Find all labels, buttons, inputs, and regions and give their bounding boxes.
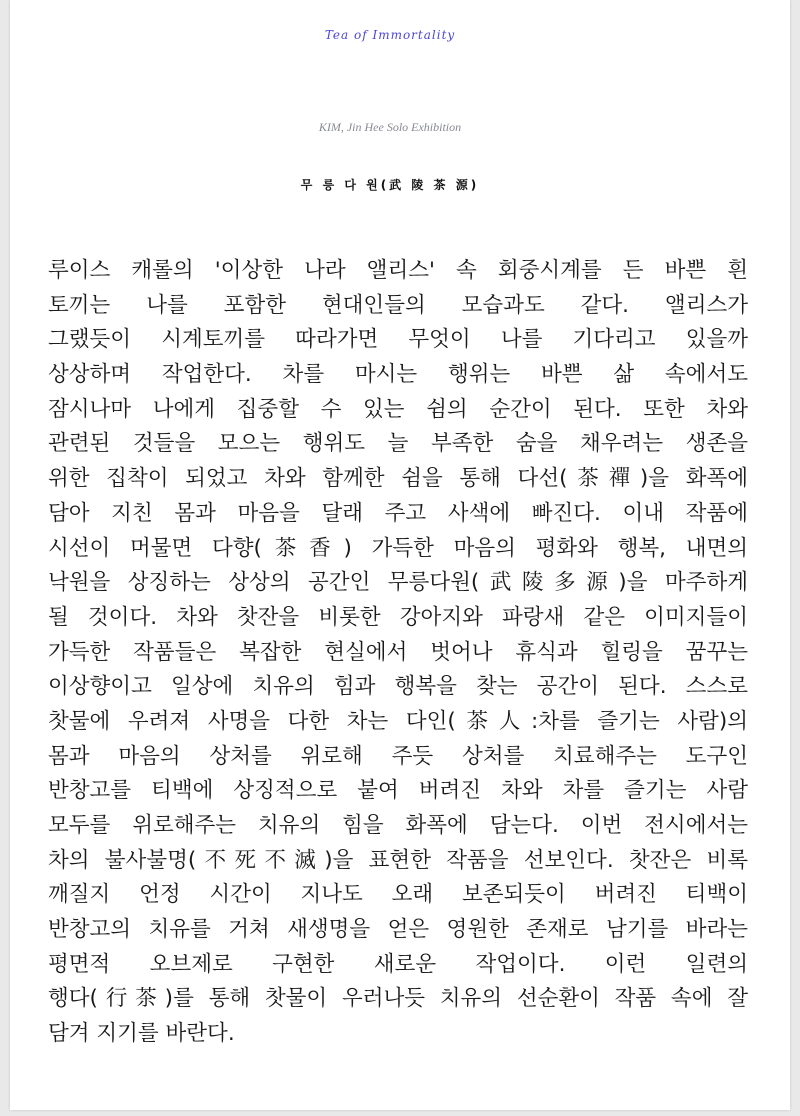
body-text <box>48 254 748 1052</box>
exhibition-title: Tea of Immortality <box>324 28 456 42</box>
body-line: 찻물에 우려져 사명을 다한 차는 다인(茶人:차를 즐기는 사람)의 <box>48 708 748 734</box>
body-line: 깨질지 언정 시간이 지나도 오래 보존되듯이 버려진 티백이 <box>48 882 748 908</box>
body-line: 될 것이다. 차와 찻잔을 비롯한 강아지와 파랑새 같은 이미지들이 <box>48 604 748 630</box>
body-line: 몸과 마음의 상처를 위로해 주듯 상처를 치료해주는 도구인 <box>48 743 748 769</box>
body-line: 반창고를 티백에 상징적으로 붙여 버려진 차와 차를 즐기는 사람 <box>48 778 748 804</box>
body-line: 담아 지친 몸과 마음을 달래 주고 사색에 빠진다. 이내 작품에 <box>48 500 748 526</box>
body-line: 차의 불사불명(不死不滅)을 표현한 작품을 선보인다. 찻잔은 비록 <box>48 847 748 873</box>
body-line: 모두를 위로해주는 치유의 힘을 화폭에 담는다. 이번 전시에서는 <box>48 813 748 838</box>
body-line: 반창고의 치유를 거쳐 새생명을 얻은 영원한 존재로 남기를 바라는 <box>48 917 748 943</box>
body-line: 토끼는 나를 포함한 현대인들의 모습과도 같다. 앨리스가 <box>48 292 748 318</box>
exhibition-subtitle: KIM, Jin Hee Solo Exhibition <box>318 120 462 134</box>
body-line: 관련된 것들을 모으는 행위도 늘 부족한 숨을 채우려는 생존을 <box>48 431 748 457</box>
body-line: 그랬듯이 시계토끼를 따라가면 무엇이 나를 기다리고 있을까 <box>48 327 748 353</box>
body-line: 루이스 캐롤의 '이상한 나라 앨리스' 속 회중시계를 든 바쁜 흰 <box>48 258 748 283</box>
artwork-heading: 무 릉 다 원(武 陵 茶 源) <box>300 178 480 192</box>
body-line: 시선이 머물면 다향(茶香) 가득한 마음의 평화와 행복, 내면의 <box>48 535 748 561</box>
body-line: 가득한 작품들은 복잡한 현실에서 벗어나 휴식과 힐링을 꿈꾸는 <box>48 639 748 665</box>
body-line: 잠시나마 나에게 집중할 수 있는 쉼의 순간이 된다. 또한 차와 <box>48 396 748 422</box>
body-line: 상상하며 작업한다. 차를 마시는 행위는 바쁜 삶 속에서도 <box>48 362 748 388</box>
body-line: 담겨 지기를 바란다. <box>48 1021 235 1047</box>
body-line: 낙원을 상징하는 상상의 공간인 무릉다원(武陵多源)을 마주하게 <box>48 570 748 596</box>
body-line: 이상향이고 일상에 치유의 힘과 행복을 찾는 공간이 된다. 스스로 <box>48 674 748 700</box>
body-line: 행다(行茶)를 통해 찻물이 우러나듯 치유의 선순환이 작품 속에 잘 <box>48 986 748 1012</box>
body-line: 위한 집착이 되었고 차와 함께한 쉼을 통해 다선(茶禪)을 화폭에 <box>48 466 748 492</box>
body-line: 평면적 오브제로 구현한 새로운 작업이다. 이런 일련의 <box>48 951 748 977</box>
